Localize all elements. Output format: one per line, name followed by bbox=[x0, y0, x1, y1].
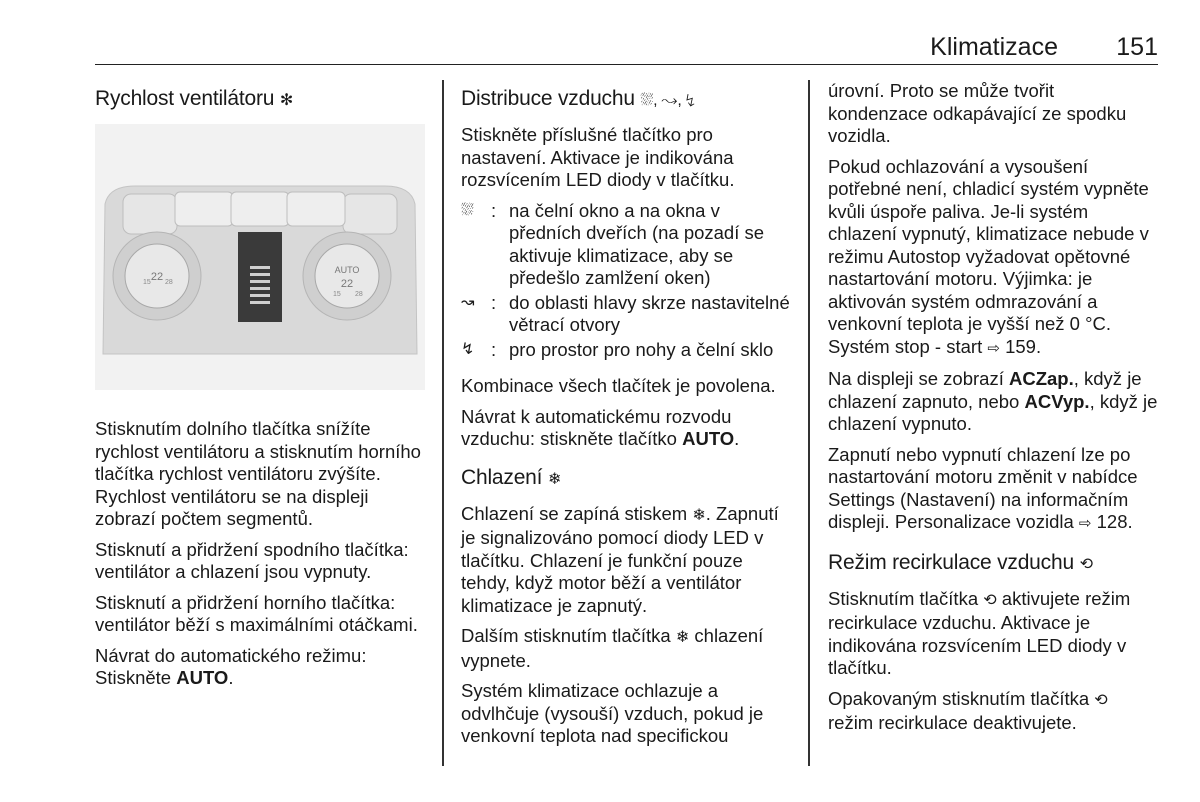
column-3 bbox=[828, 80, 1158, 743]
paragraph: Na displeji se zobrazí ACZap., když je chlazení zapnuto, nebo ACVyp., když je chlazení vypnuto. bbox=[828, 368, 1158, 434]
section-heading-fan-speed: Rychlost ventilátoru ✻ bbox=[95, 86, 425, 114]
windscreen-icon: ⛆ bbox=[461, 201, 474, 219]
recirculation-icon: ⟲ bbox=[1079, 555, 1093, 573]
fan-icon: ✻ bbox=[279, 92, 294, 109]
paragraph: Systém klimatizace ochlazuje a odvlhčuje (vysouší) vzduch, pokud je venkovní teplota nad specifickou bbox=[461, 680, 764, 746]
chapter-title: Klimatizace bbox=[930, 33, 1058, 61]
paragraph: Kombinace všech tlačítek je povolena. bbox=[461, 375, 776, 396]
section-heading-air-distribution: Distribuce vzduchu ⛆, ↝, ↯ bbox=[461, 86, 791, 114]
page-reference[interactable]: 128 bbox=[1096, 511, 1128, 532]
column-2 bbox=[461, 80, 791, 756]
ac-off-keyword: ACVyp. bbox=[1024, 390, 1090, 412]
footwell-icon: ↯ bbox=[461, 340, 475, 358]
paragraph: Stiskněte příslušné tlačítko pro nastavení. Aktivace je indikována rozsvícením LED diody v tlačítku. bbox=[461, 124, 735, 190]
section-heading-recirculation: Režim recirkulace vzduchu ⟲ bbox=[828, 550, 1158, 578]
auto-keyword: AUTO bbox=[682, 428, 735, 449]
ac-on-keyword: ACZap. bbox=[1008, 368, 1074, 389]
left-dial-min: 15 bbox=[143, 279, 151, 286]
right-dial-value: 22 bbox=[340, 278, 354, 290]
column-1 bbox=[95, 80, 425, 698]
paragraph: Zapnutí nebo vypnutí chlazení lze po nastartování motoru změnit v nabídce Settings (Nastavení) na informačním displeji. Personalizace vozidla ⇨ 128. bbox=[828, 443, 1138, 532]
climate-panel-drawing bbox=[95, 124, 425, 390]
paragraph: Návrat k automatickému rozvodu vzduchu: stiskněte tlačítko AUTO. bbox=[461, 405, 740, 449]
left-dial-value: 22 bbox=[150, 271, 164, 283]
paragraph: Stisknutí a přidržení spodního tlačítka: ventilátor a chlazení jsou vypnuty. bbox=[95, 538, 409, 582]
head-vent-icon: ↝ bbox=[461, 293, 475, 311]
page-ref-arrow-icon: ⇨ bbox=[987, 339, 1000, 357]
auto-keyword: AUTO bbox=[176, 667, 229, 688]
paragraph: Pokud ochlazování a vysoušení potřebné není, chladicí systém vypněte kvůli úspoře paliva. Je-li systém chlazení vypnutý, klimatizace nebude v režimu Autostop vyžadovat opětovné nastartování motoru. Výjimka: je aktivován systém odmrazování a venkovní teplota je vyšší než 0 °C. Systém stop - start ⇨ 159. bbox=[828, 155, 1149, 357]
air-distribution-icons: ⛆, ↝, ↯ bbox=[640, 92, 695, 109]
recirculation-icon: ⟲ bbox=[1094, 691, 1108, 709]
column-divider bbox=[442, 80, 444, 766]
paragraph: Stisknutím dolního tlačítka snížíte rychlost ventilátoru a stisknutím horního tlačítka rychlost ventilátoru zvýšíte. Rychlost ventilátoru se na displeji zobrazí počtem segmentů. bbox=[95, 418, 421, 529]
right-dial-max: 28 bbox=[355, 291, 363, 298]
page-reference[interactable]: 159 bbox=[1005, 335, 1036, 357]
mode-item-head: ↝ : do oblasti hlavy skrze nastavitelné větrací otvory bbox=[461, 291, 790, 335]
page-number: 151 bbox=[1116, 33, 1158, 61]
auto-label: AUTO bbox=[334, 265, 360, 275]
snowflake-icon: ❄ bbox=[547, 470, 562, 488]
recirculation-icon: ⟲ bbox=[983, 591, 997, 609]
paragraph: úrovní. Proto se může tvořit kondenzace odkapávající ze spodku vozidla. bbox=[828, 80, 1127, 146]
paragraph: Dalším stisknutím tlačítka ❄ chlazení vypnete. bbox=[461, 625, 764, 671]
right-dial-min: 15 bbox=[333, 291, 341, 298]
paragraph: Stisknutí a přidržení horního tlačítka: ventilátor běží s maximálními otáčkami. bbox=[95, 591, 418, 635]
mode-item-windscreen: ⛆ : na čelní okno a na okna v předních dveřích (na pozadí se aktivuje klimatizace, aby se předešlo zamlžení oken) bbox=[461, 199, 765, 288]
paragraph: Návrat do automatického režimu: Stiskněte AUTO. bbox=[95, 644, 367, 688]
snowflake-icon: ❄ bbox=[692, 506, 706, 524]
mode-item-footwell: ↯ : pro prostor pro nohy a čelní sklo bbox=[461, 338, 774, 360]
column-divider bbox=[808, 80, 810, 766]
paragraph: Stisknutím tlačítka ⟲ aktivujete režim recirkulace vzduchu. Aktivace je indikována rozsvícením LED diody v tlačítku. bbox=[828, 587, 1131, 678]
climate-panel-illustration bbox=[95, 124, 425, 390]
page-ref-arrow-icon: ⇨ bbox=[1078, 515, 1092, 532]
snowflake-icon: ❄ bbox=[675, 629, 690, 646]
paragraph: Chlazení se zapíná stiskem ❄. Zapnutí je signalizováno pomocí diody LED v tlačítku. Chlazení je funkční pouze tehdy, když motor běží a ventilátor klimatizace je zapnutý. bbox=[461, 502, 779, 616]
paragraph: Opakovaným stisknutím tlačítka ⟲ režim recirkulace deaktivujete. bbox=[828, 687, 1108, 733]
section-heading-cooling: Chlazení ❄ bbox=[461, 465, 791, 493]
page-header bbox=[95, 28, 1158, 65]
left-dial-max: 28 bbox=[165, 279, 173, 286]
